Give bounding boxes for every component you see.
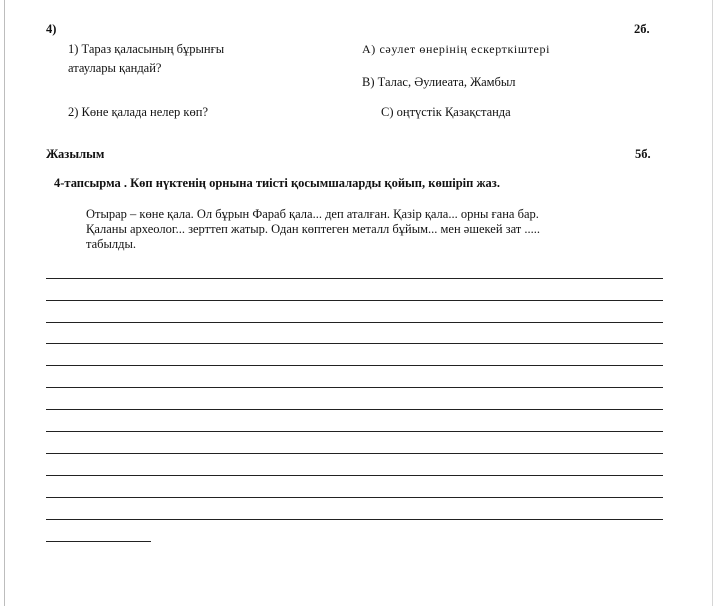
writing-line: [46, 519, 663, 520]
question-2: 2) Көне қалада нелер көп?: [68, 105, 208, 119]
answer-a: А) сәулет өнерінің ескерткіштері: [362, 42, 551, 56]
writing-line: [46, 365, 663, 366]
writing-line: [46, 453, 663, 454]
writing-line: [46, 497, 663, 498]
task-4-instruction: 4-тапсырма . Көп нүктенің орнына тиісті қосымшаларды қойып, көшіріп жаз.: [54, 176, 500, 190]
answer-c: С) оңтүстік Қазақстанда: [381, 105, 511, 119]
question-1-line-2: атаулары қандай?: [68, 61, 162, 75]
writing-line: [46, 300, 663, 301]
page-edge-left: [4, 0, 5, 606]
writing-line: [46, 322, 663, 323]
writing-line: [46, 278, 663, 279]
writing-heading: Жазылым: [46, 147, 105, 161]
page-edge-right: [712, 0, 713, 606]
writing-line-short: [46, 541, 151, 542]
text-line-1: Отырар – көне қала. Ол бұрын Фараб қала... деп аталған. Қазір қала... орны ғана бар.: [86, 207, 539, 221]
writing-line: [46, 431, 663, 432]
text-line-2: Қаланы археолог... зерттеп жатыр. Одан көптеген металл бұйым... мен әшекей зат .....: [86, 222, 541, 236]
writing-line: [46, 387, 663, 388]
section-points: 2б.: [634, 22, 650, 36]
text-line-3: табылды.: [86, 237, 137, 251]
writing-line: [46, 475, 663, 476]
writing-line: [46, 343, 663, 344]
writing-line: [46, 409, 663, 410]
answer-b: В) Талас, Әулиеата, Жамбыл: [362, 75, 516, 89]
writing-points: 5б.: [635, 147, 651, 161]
section-number: 4): [46, 22, 57, 36]
question-1-line-1: 1) Тараз қаласының бұрынғы: [68, 42, 225, 56]
